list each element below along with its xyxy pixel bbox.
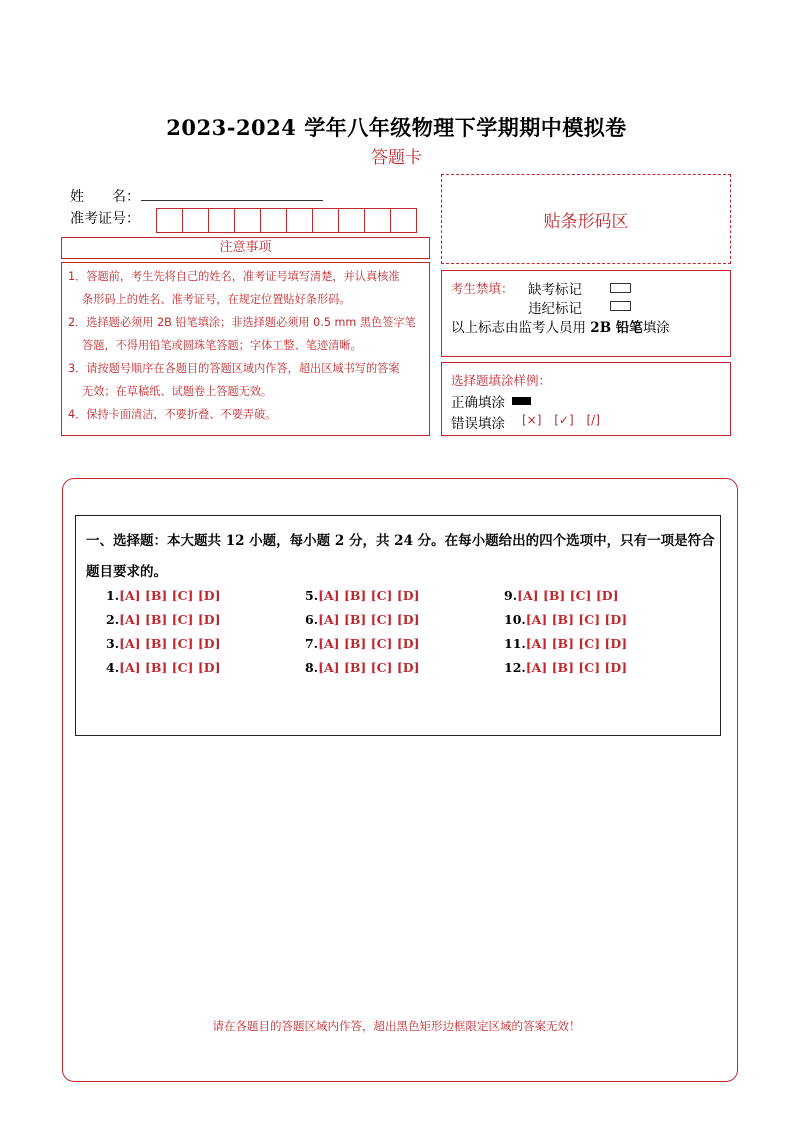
notice-body <box>61 262 430 436</box>
violation-mark-box[interactable] <box>610 301 631 311</box>
page-title: 2023-2024 学年八年级物理下学期期中模拟卷 <box>166 115 627 140</box>
question-number: 6. <box>305 612 319 627</box>
answer-options[interactable]: [A] [B] [C] [D] <box>525 636 628 651</box>
fill-sample-heading: 选择题填涂样例： <box>451 373 552 388</box>
exam-id-digit-box[interactable] <box>338 208 365 233</box>
question-number: 8. <box>305 660 319 675</box>
answer-options[interactable]: [A] [B] [C] [D] <box>119 636 221 651</box>
question-item <box>504 636 627 651</box>
exam-id-digit-box[interactable] <box>312 208 339 233</box>
notice-item-line: 答题，不得用铅笔或圆珠笔答题；字体工整、笔迹清晰。 <box>82 339 362 352</box>
question-number: 7. <box>305 636 319 651</box>
question-item <box>106 612 221 627</box>
wrong-fill-sample: [✓] <box>554 413 574 427</box>
question-item <box>106 660 221 675</box>
notice-item-line: 3．请按题号顺序在各题目的答题区域内作答，超出区域书写的答案 <box>68 362 400 375</box>
exam-id-digit-box[interactable] <box>364 208 391 233</box>
question-number: 9. <box>504 588 518 603</box>
question-number: 3. <box>106 636 120 651</box>
wrong-fill-sample: [/] <box>586 413 600 427</box>
notice-item-line: 条形码上的姓名、准考证号，在规定位置贴好条形码。 <box>82 293 351 306</box>
question-item <box>305 588 420 603</box>
exam-id-digit-box[interactable] <box>286 208 313 233</box>
notice-item <box>68 311 425 357</box>
correct-fill-label: 正确填涂 <box>451 395 505 411</box>
exam-mark-label: 考生禁填： <box>451 281 514 296</box>
name-field[interactable] <box>141 200 323 201</box>
exam-mark-note-bold: 2B 铅笔 <box>590 320 643 336</box>
notice-item-line: 无效；在草稿纸、试题卷上答题无效。 <box>82 385 273 398</box>
answer-options[interactable]: [A] [B] [C] [D] <box>119 612 221 627</box>
exam-id-digit-box[interactable] <box>182 208 209 233</box>
exam-id-boxes[interactable] <box>156 208 416 233</box>
exam-id-label: 准考证号： <box>70 211 140 227</box>
answer-options[interactable]: [A] [B] [C] [D] <box>525 660 628 675</box>
answer-options[interactable]: [A] [B] [C] [D] <box>119 588 221 603</box>
fill-sample-box <box>441 362 731 436</box>
question-item <box>305 612 420 627</box>
answer-options[interactable]: [A] [B] [C] [D] <box>318 660 420 675</box>
correct-fill-sample <box>512 397 531 405</box>
exam-id-digit-box[interactable] <box>234 208 261 233</box>
barcode-area <box>441 174 731 264</box>
answer-options[interactable]: [A] [B] [C] [D] <box>318 636 420 651</box>
answer-options[interactable]: [A] [B] [C] [D] <box>119 660 221 675</box>
choice-section <box>75 515 721 736</box>
exam-id-digit-box[interactable] <box>156 208 183 233</box>
question-item <box>504 588 619 603</box>
answer-options[interactable]: [A] [B] [C] [D] <box>525 612 628 627</box>
question-number: 12. <box>504 660 526 675</box>
question-item <box>106 636 221 651</box>
question-number: 2. <box>106 612 120 627</box>
question-item <box>504 612 627 627</box>
notice-item-line: 2．选择题必须用 2B 铅笔填涂；非选择题必须用 0.5 mm 黑色签字笔 <box>68 316 416 329</box>
exam-mark-note-text: 以上标志由监考人员用 <box>451 320 586 336</box>
footer-note: 请在各题目的答题区域内作答，超出黑色矩形边框限定区域的答案无效！ <box>212 1019 581 1033</box>
exam-mark-note-text: 填涂 <box>642 320 670 336</box>
question-item <box>504 660 627 675</box>
question-item <box>106 588 221 603</box>
notice-item <box>68 403 425 426</box>
question-item <box>305 660 420 675</box>
exam-id-digit-box[interactable] <box>260 208 287 233</box>
question-number: 10. <box>504 612 526 627</box>
notice-item-line: 4．保持卡面清洁，不要折叠、不要弄破。 <box>68 408 277 421</box>
wrong-fill-samples <box>522 413 600 427</box>
absent-mark-box[interactable] <box>610 283 631 293</box>
wrong-fill-label: 错误填涂 <box>451 416 505 432</box>
absent-mark-label: 缺考标记 <box>528 282 582 298</box>
barcode-label: 贴条形码区 <box>543 211 629 232</box>
question-number: 5. <box>305 588 319 603</box>
choice-section-title: 一、选择题：本大题共 12 小题，每小题 2 分，共 24 分。在每小题给出的四个选项中，只有一项是符合题目要求的。 <box>86 533 715 580</box>
question-number: 4. <box>106 660 120 675</box>
notice-item <box>68 357 425 403</box>
question-number: 1. <box>106 588 120 603</box>
answer-options[interactable]: [A] [B] [C] [D] <box>318 612 420 627</box>
exam-mark-box <box>441 270 731 357</box>
question-number: 11. <box>504 636 526 651</box>
notice-item <box>68 265 425 311</box>
violation-mark-label: 违纪标记 <box>528 301 582 317</box>
question-item <box>305 636 420 651</box>
wrong-fill-sample: [×] <box>522 413 542 427</box>
notice-heading: 注意事项 <box>61 237 430 259</box>
name-label: 姓 名： <box>70 189 140 205</box>
notice-item-line: 1．答题前，考生先将自己的姓名，准考证号填写清楚，并认真核准 <box>68 270 400 283</box>
exam-id-digit-box[interactable] <box>208 208 235 233</box>
answer-options[interactable]: [A] [B] [C] [D] <box>318 588 420 603</box>
answer-options[interactable]: [A] [B] [C] [D] <box>517 588 619 603</box>
page-subtitle: 答题卡 <box>371 148 422 168</box>
exam-id-digit-box[interactable] <box>390 208 417 233</box>
exam-mark-note <box>451 316 670 336</box>
